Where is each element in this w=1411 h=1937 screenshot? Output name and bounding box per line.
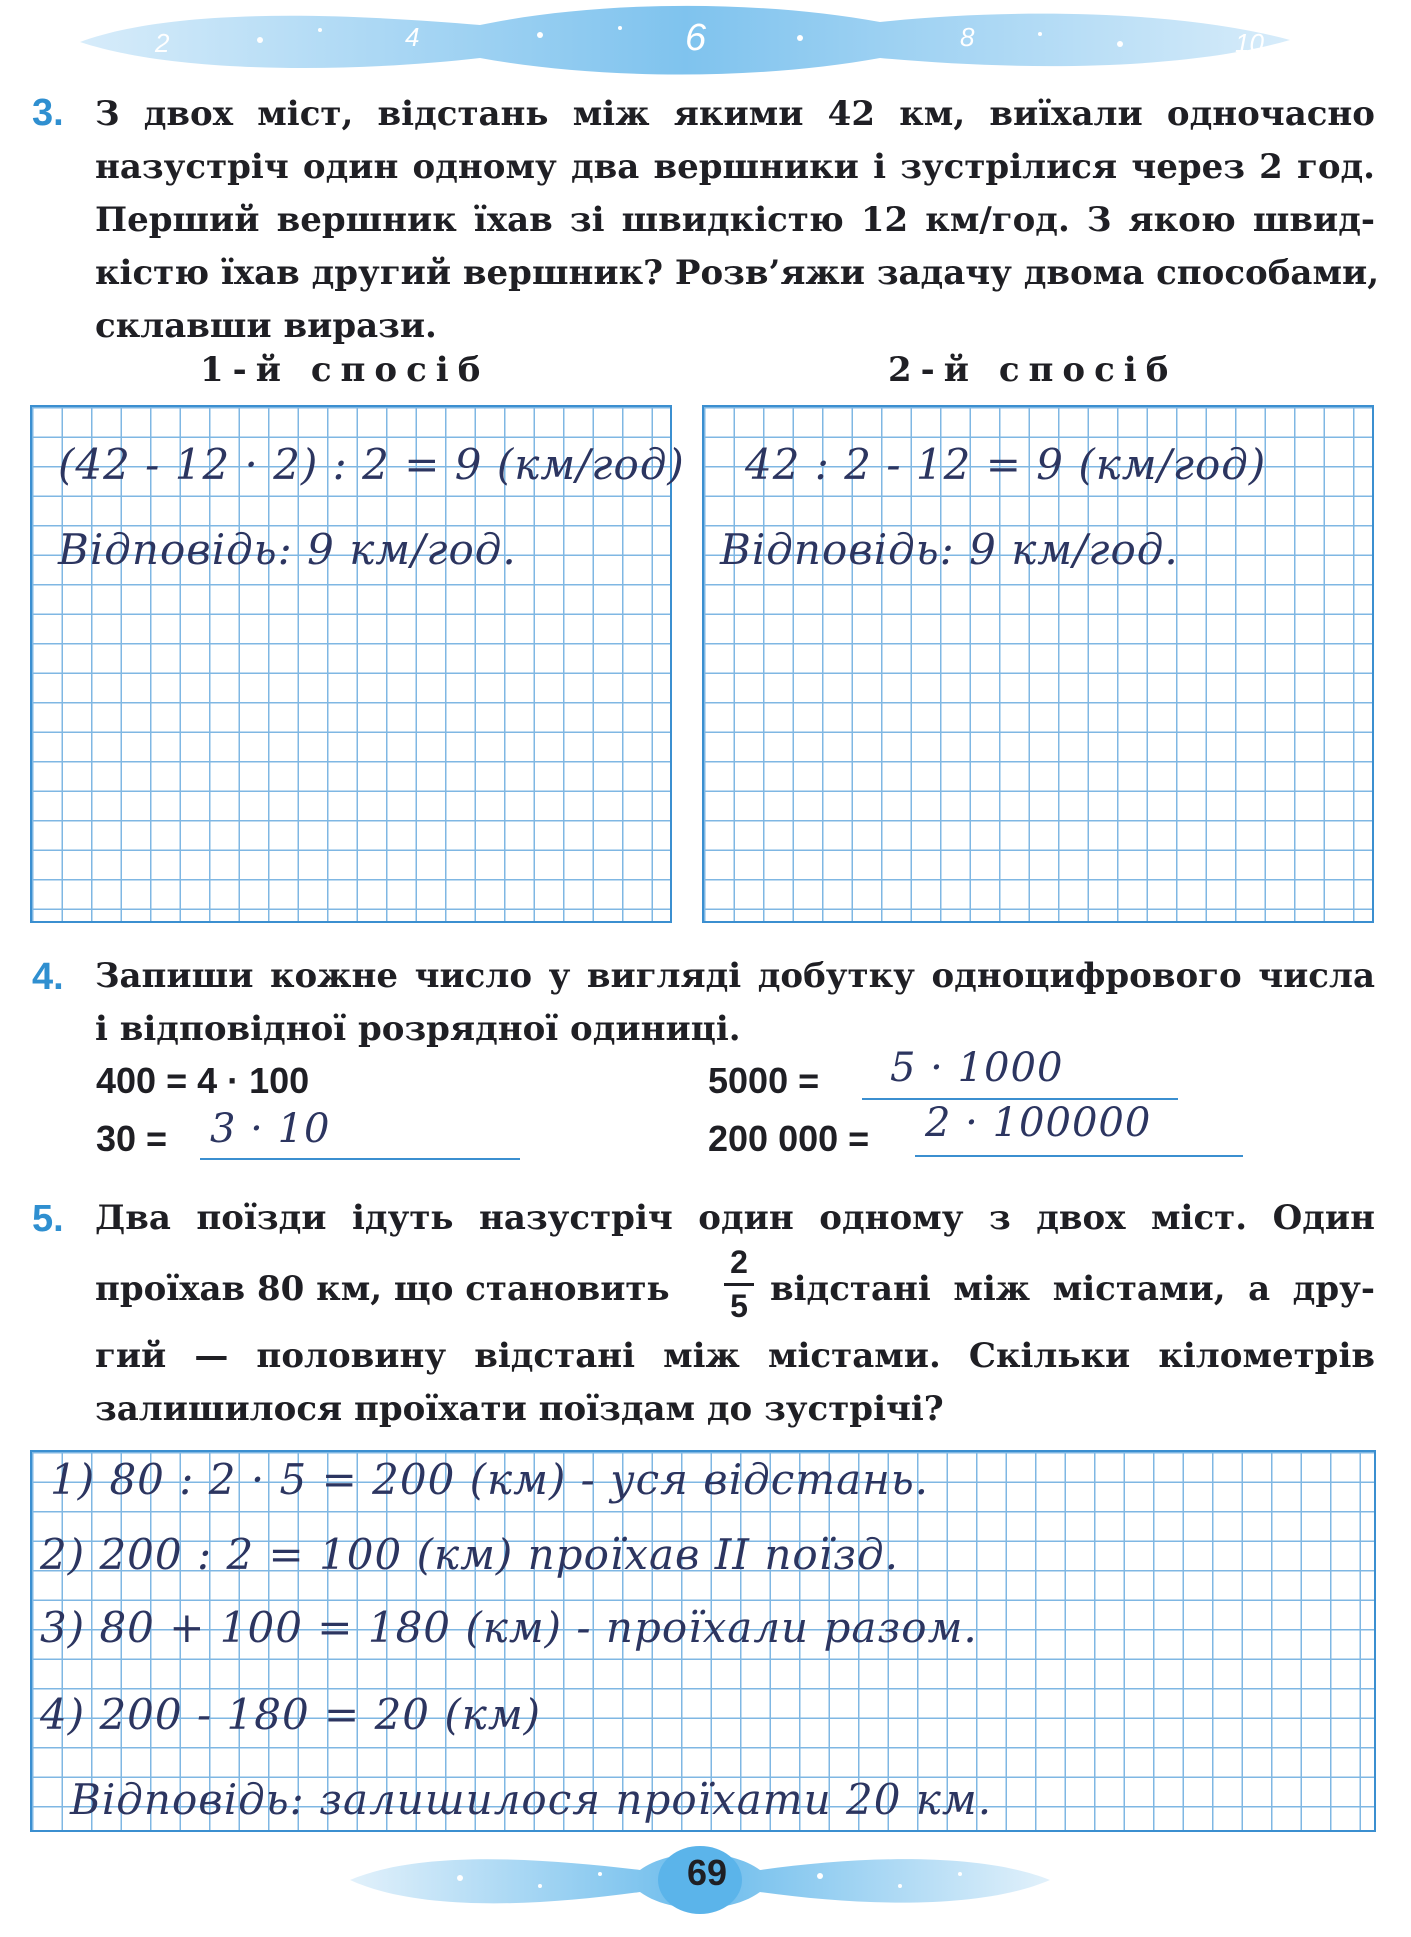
page-number: 69 [686,1852,728,1893]
handwritten-step-4: 4) 200 - 180 = 20 (км) [40,1690,542,1739]
example-30-left: 30 = [96,1118,168,1159]
task-3-text [95,88,1380,353]
task-3-line: З двох міст, відстань між якими 42 км, виїхали одночасно [95,94,1375,134]
task-5-line-2-after [770,1263,1375,1316]
handwritten-method-2-expression: 42 : 2 - 12 = 9 (км/год) [745,440,1267,489]
ruler-number: 10 [1235,28,1264,58]
handwritten-step-3: 3) 80 + 100 = 180 (км) - проїхали разом. [40,1603,978,1652]
method-1-title: 1-й спосіб [200,350,490,390]
handwritten-final-answer: Відповідь: залишилося проїхати 20 км. [70,1775,993,1824]
method-2-title: 2-й спосіб [888,350,1178,390]
task-4-line: Запиши кожне число у вигляді добутку одноцифрового числа [95,956,1375,996]
handwritten-method-1-answer: Відповідь: 9 км/год. [58,525,517,574]
header-decorative-banner [60,0,1300,80]
example-200000-left: 200 000 = [708,1118,870,1159]
task-4-number: 4. [32,956,64,998]
task-5-lines-3-4 [95,1330,1375,1436]
handwritten-answer-200000: 2 · 100000 [925,1100,1152,1146]
task-3-line: склавши вирази. [95,306,437,346]
example-5000-left: 5000 = [708,1060,820,1101]
task-3-line: кістю їхав другий вершник? Розв’яжи задачу двома способами, [95,253,1380,293]
ruler-number: 4 [405,22,420,52]
task-5-line-2-before: проїхав 80 км, що становить [95,1269,670,1309]
task-3-number: 3. [32,92,64,134]
ruler-number: 2 [155,28,170,58]
task-4-line: і відповідної розрядної одиниці. [95,1009,741,1049]
answer-line [200,1158,520,1160]
task-5-line-1 [95,1192,1375,1245]
handwritten-method-2-answer: Відповідь: 9 км/год. [720,525,1179,574]
answer-line [915,1155,1243,1157]
fraction-denominator: 5 [730,1288,748,1324]
task-3-line: Перший вершник їхав зі швидкістю 12 км/год. З якою швид- [95,200,1375,240]
example-400: 400 = 4 · 100 [96,1060,310,1101]
task-5-line: Два поїзди ідуть назустріч один одному з двох міст. Один [95,1198,1375,1238]
handwritten-step-2: 2) 200 : 2 = 100 (км) проїхав II поїзд. [40,1530,899,1579]
ruler-number: 8 [960,22,975,52]
fraction-numerator: 2 [730,1244,748,1280]
task-5-line: гий — половину відстані між містами. Скільки кілометрів [95,1336,1375,1376]
task-5-line: залишилося проїхати поїздам до зустрічі? [95,1389,944,1429]
task-5-line: відстані між містами, а дру- [770,1269,1375,1309]
task-5-number: 5. [32,1198,64,1240]
handwritten-answer-30: 3 · 10 [210,1106,331,1152]
handwritten-method-1-expression: (42 - 12 · 2) : 2 = 9 (км/год) [58,440,685,489]
task-4-text [95,950,1375,1056]
ruler-number: 6 [685,17,707,59]
handwritten-answer-5000: 5 · 1000 [890,1045,1064,1091]
fraction-bar [724,1283,754,1286]
handwritten-step-1: 1) 80 : 2 · 5 = 200 (км) - уся відстань. [50,1455,930,1504]
task-3-line: назустріч один одному два вершники і зустрілися через 2 год. [95,147,1375,187]
